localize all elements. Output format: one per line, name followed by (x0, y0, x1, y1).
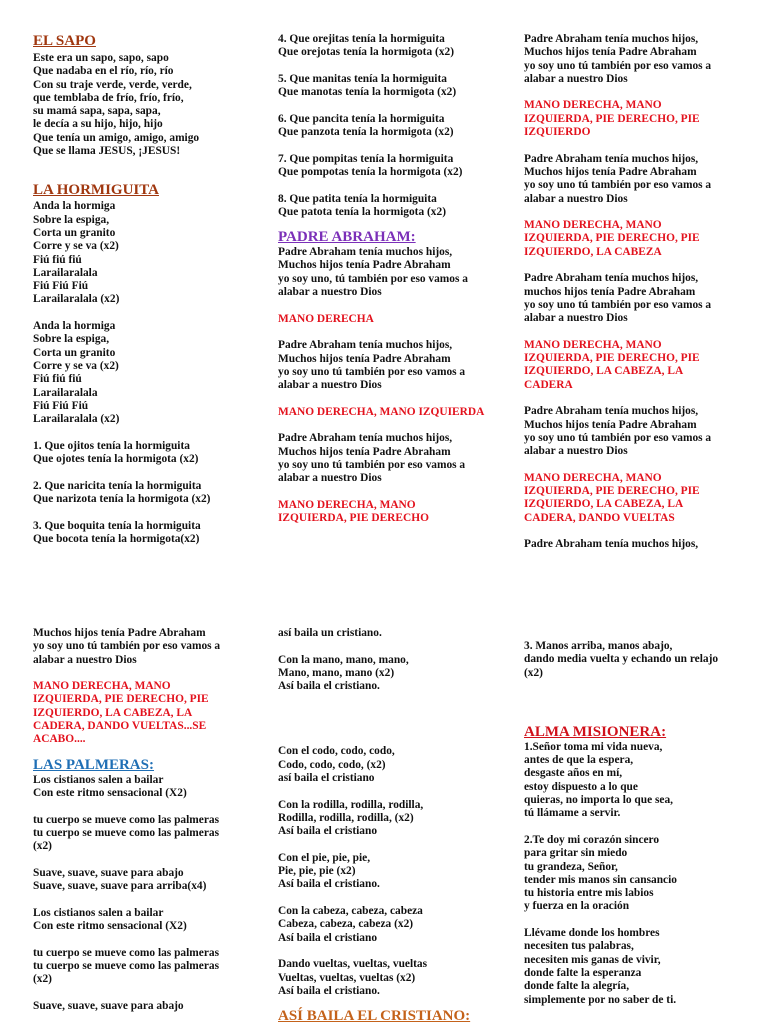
palmeras-stanza-3: 3. Manos arriba, manos abajo, dando media vuelta y echando un relajo (x2) (524, 640, 719, 679)
palmeras-chorus-1: tu cuerpo se mueve como las palmeras tu cuerpo se mueve como las palmeras (x2) (33, 813, 220, 853)
song-title-el-sapo: EL SAPO (33, 33, 96, 49)
hormiguita-stanza-1: 1. Que ojitos tenía la hormiguita Que ojotes tenía la hormigota (x2) (33, 439, 199, 466)
abraham-action-1: MANO DERECHA (278, 312, 374, 325)
palmeras-verse-1: Los cistianos salen a bailar Con este ritmo sensacional (X2) (33, 773, 187, 799)
song-title-padre-abraham: PADRE ABRAHAM: (278, 229, 416, 246)
hormiguita-stanza-5: 5. Que manitas tenía la hormiguita Que manotas tenía la hormigota (x2) (278, 72, 457, 99)
baila-stanza-vueltas: Dando vueltas, vueltas, vueltas Vueltas, vueltas, vueltas (x2) Así baila el cristiano. (278, 958, 428, 997)
palmeras-verse-4: Suave, suave, suave para abajo (33, 999, 184, 1012)
alma-verse-2: 2.Te doy mi corazón sincero para gritar sin miedo tu grandeza, Señor, tender mis manos sin cansancio tu historia entre mis labios y fuerza en la oración (524, 833, 677, 913)
abraham-verse-5: Padre Abraham tenía muchos hijos, Muchos hijos tenía Padre Abraham yo soy uno tú también por eso vamos a alabar a nuestro Dios (524, 152, 712, 205)
baila-stanza-rodilla: Con la rodilla, rodilla, rodilla, Rodilla, rodilla, rodilla, (x2) Así baila el cristiano (278, 798, 424, 838)
hormiguita-stanza-8: 8. Que patita tenía la hormiguita Que patota tenía la hormigota (x2) (278, 192, 446, 218)
palmeras-chorus-2: tu cuerpo se mueve como las palmeras tu cuerpo se mueve como las palmeras (x2) (33, 946, 220, 986)
hormiguita-verse-2: Anda la hormiga Sobre la espiga, Corta un granito Corre y se va (x2) Fiú fiú fiú Larailaralala Fiú Fiú Fiú Larailaralala (x2) (33, 320, 120, 426)
abraham-verse-3: Padre Abraham tenía muchos hijos, Muchos hijos tenía Padre Abraham yo soy uno tú también por eso vamos a alabar a nuestro Dios (278, 432, 466, 485)
baila-stanza-mano: Con la mano, mano, mano, Mano, mano, mano (x2) Así baila el cristiano. (278, 653, 409, 693)
page2-column-1 (33, 627, 258, 1026)
abraham-verse-4: Padre Abraham tenía muchos hijos, Muchos hijos tenía Padre Abraham yo soy uno tú también por eso vamos a alabar a nuestro Dios (524, 33, 712, 85)
hormiguita-verse-1: Anda la hormiga Sobre la espiga, Corta un granito Corre y se va (x2) Fiú fiú fiú Larailaralala Fiú Fiú Fiú Larailaralala (x2) (33, 200, 120, 306)
palmeras-verse-2: Suave, suave, suave para abajo Suave, suave, suave para arriba(x4) (33, 866, 207, 893)
page1-column-3 (524, 33, 749, 565)
abraham-action-final: MANO DERECHA, MANO IZQUIERDA, PIE DERECHO, PIE IZQUIERDO, LA CABEZA, LA CADERA, DANDO VUELTAS...SE ACABO.... (33, 680, 209, 746)
abraham-verse-2: Padre Abraham tenía muchos hijos, Muchos hijos tenía Padre Abraham yo soy uno tú también por eso vamos a alabar a nuestro Dios (278, 339, 466, 392)
page2-column-2 (278, 627, 503, 1027)
page2-column-3 (524, 640, 749, 1020)
abraham-action-5: MANO DERECHA, MANO IZQUIERDA, PIE DERECHO, PIE IZQUIERDO, LA CABEZA (524, 219, 700, 258)
palmeras-verse-3: Los cistianos salen a bailar Con este ritmo sensacional (X2) (33, 906, 187, 932)
baila-stanza-cabeza: Con la cabeza, cabeza, cabeza Cabeza, cabeza, cabeza (x2) Así baila el cristiano (278, 905, 423, 944)
alma-verse-1: 1.Señor toma mi vida nueva, antes de que la espera, desgaste años en mí, estoy dispuesto a lo que quieras, no importa lo que sea, tú llámame a servir. (524, 740, 674, 820)
song-title-la-hormiguita: LA HORMIGUITA (33, 182, 159, 199)
abraham-action-6: MANO DERECHA, MANO IZQUIERDA, PIE DERECHO, PIE IZQUIERDO, LA CABEZA, LA CADERA (524, 338, 700, 391)
song-title-las-palmeras: LAS PALMERAS: (33, 756, 154, 773)
song-title-asi-baila-el-cristiano: ASÍ BAILA EL CRISTIANO: (278, 1008, 471, 1025)
abraham-verse-6: Padre Abraham tenía muchos hijos, muchos hijos tenía Padre Abraham yo soy uno tú también por eso vamos a alabar a nuestro Dios (524, 272, 712, 325)
abraham-verse-1: Padre Abraham tenía muchos hijos, Muchos hijos tenía Padre Abraham yo soy uno, tú también por eso vamos a alabar a nuestro Dios (278, 246, 468, 299)
baila-line-0: así baila un cristiano. (278, 627, 382, 639)
baila-stanza-codo: Con el codo, codo, codo, Codo, codo, codo, (x2) así baila el cristiano (278, 745, 395, 785)
el-sapo-lyrics: Este era un sapo, sapo, sapo Que nadaba en el río, río, río Con su traje verde, verde, verde, que temblaba de frío, frío, frío, su mamá sapa, sapa, sapa, le decía a su hijo, hijo, hijo Que tenía un amigo, amigo, amigo Que se llama JESUS, ¡JESUS! (33, 52, 200, 158)
hormiguita-stanza-7: 7. Que pompitas tenía la hormiguita Que pompotas tenía la hormigota (x2) (278, 152, 463, 178)
abraham-action-3: MANO DERECHA, MANO IZQUIERDA, PIE DERECHO (278, 498, 429, 525)
page1-column-2 (278, 33, 503, 539)
abraham-action-7: MANO DERECHA, MANO IZQUIERDA, PIE DERECHO, PIE IZQUIERDO, LA CABEZA, LA CADERA, DANDO VUELTAS (524, 471, 700, 524)
page1-column-1 (33, 33, 258, 559)
hormiguita-stanza-6: 6. Que pancita tenía la hormiguita Que panzota tenía la hormigota (x2) (278, 112, 454, 139)
hormiguita-stanza-2: 2. Que naricita tenía la hormiguita Que narizota tenía la hormigota (x2) (33, 479, 211, 505)
hormiguita-stanza-4: 4. Que orejitas tenía la hormiguita Que orejotas tenía la hormigota (x2) (278, 33, 454, 59)
abraham-verse-8-start: Padre Abraham tenía muchos hijos, (524, 538, 699, 551)
baila-stanza-pie: Con el pie, pie, pie, Pie, pie, pie (x2) Así baila el cristiano. (278, 851, 380, 891)
abraham-verse-8-continued: Muchos hijos tenía Padre Abraham yo soy uno tú también por eso vamos a alabar a nuestro Dios (33, 627, 221, 666)
abraham-action-4: MANO DERECHA, MANO IZQUIERDA, PIE DERECHO, PIE IZQUIERDO (524, 99, 700, 139)
song-title-alma-misionera: ALMA MISIONERA: (524, 723, 667, 740)
abraham-verse-7: Padre Abraham tenía muchos hijos, Muchos hijos tenía Padre Abraham yo soy uno tú también por eso vamos a alabar a nuestro Dios (524, 405, 712, 458)
alma-chorus: Llévame donde los hombres necesiten tus palabras, necesiten mis ganas de vivir, donde falte la esperanza donde falte la alegría, simplemente por no saber de ti. (524, 927, 677, 1006)
hormiguita-stanza-3: 3. Que boquita tenía la hormiguita Que bocota tenía la hormigota(x2) (33, 519, 201, 545)
abraham-action-2: MANO DERECHA, MANO IZQUIERDA (278, 405, 485, 418)
